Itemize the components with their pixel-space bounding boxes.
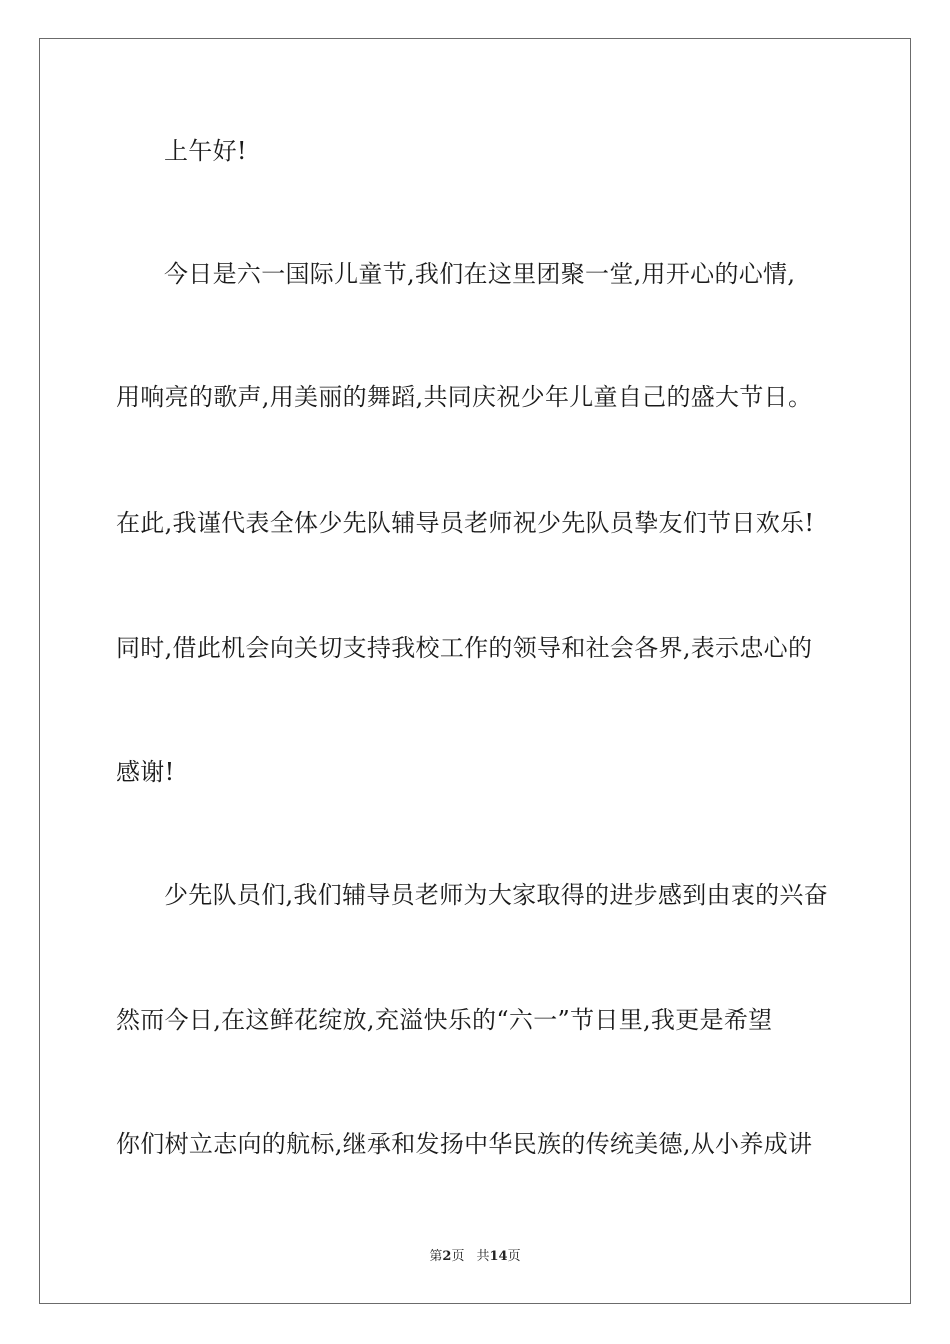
page-footer (0, 1248, 950, 1266)
page-border (39, 38, 911, 1304)
paragraph-line: 你们树立志向的航标,继承和发扬中华民族的传统美德,从小养成讲 (116, 1130, 813, 1158)
current-page-number: 2 (442, 1249, 452, 1264)
paragraph-line: 感谢! (116, 758, 175, 786)
paragraph-line: 用响亮的歌声,用美丽的舞蹈,共同庆祝少年儿童自己的盛大节日。 (116, 383, 813, 411)
page-number-prefix: 第 (429, 1249, 443, 1264)
paragraph-line: 少先队员们,我们辅导员老师为大家取得的进步感到由衷的兴奋 (164, 881, 829, 909)
total-pages-suffix: 页 (507, 1249, 521, 1264)
paragraph-line: 今日是六一国际儿童节,我们在这里团聚一堂,用开心的心情, (164, 260, 796, 288)
paragraph-line: 然而今日,在这鲜花绽放,充溢快乐的“六一”节日里,我更是希望 (116, 1006, 773, 1034)
paragraph-line: 同时,借此机会向关切支持我校工作的领导和社会各界,表示忠心的 (116, 634, 813, 662)
page-number-suffix: 页 (451, 1249, 465, 1264)
total-page-count: 14 (489, 1249, 508, 1264)
greeting-line: 上午好! (164, 137, 247, 165)
paragraph-line: 在此,我谨代表全体少先队辅导员老师祝少先队员挚友们节日欢乐! (116, 509, 815, 537)
total-pages-prefix: 共 (476, 1249, 490, 1264)
